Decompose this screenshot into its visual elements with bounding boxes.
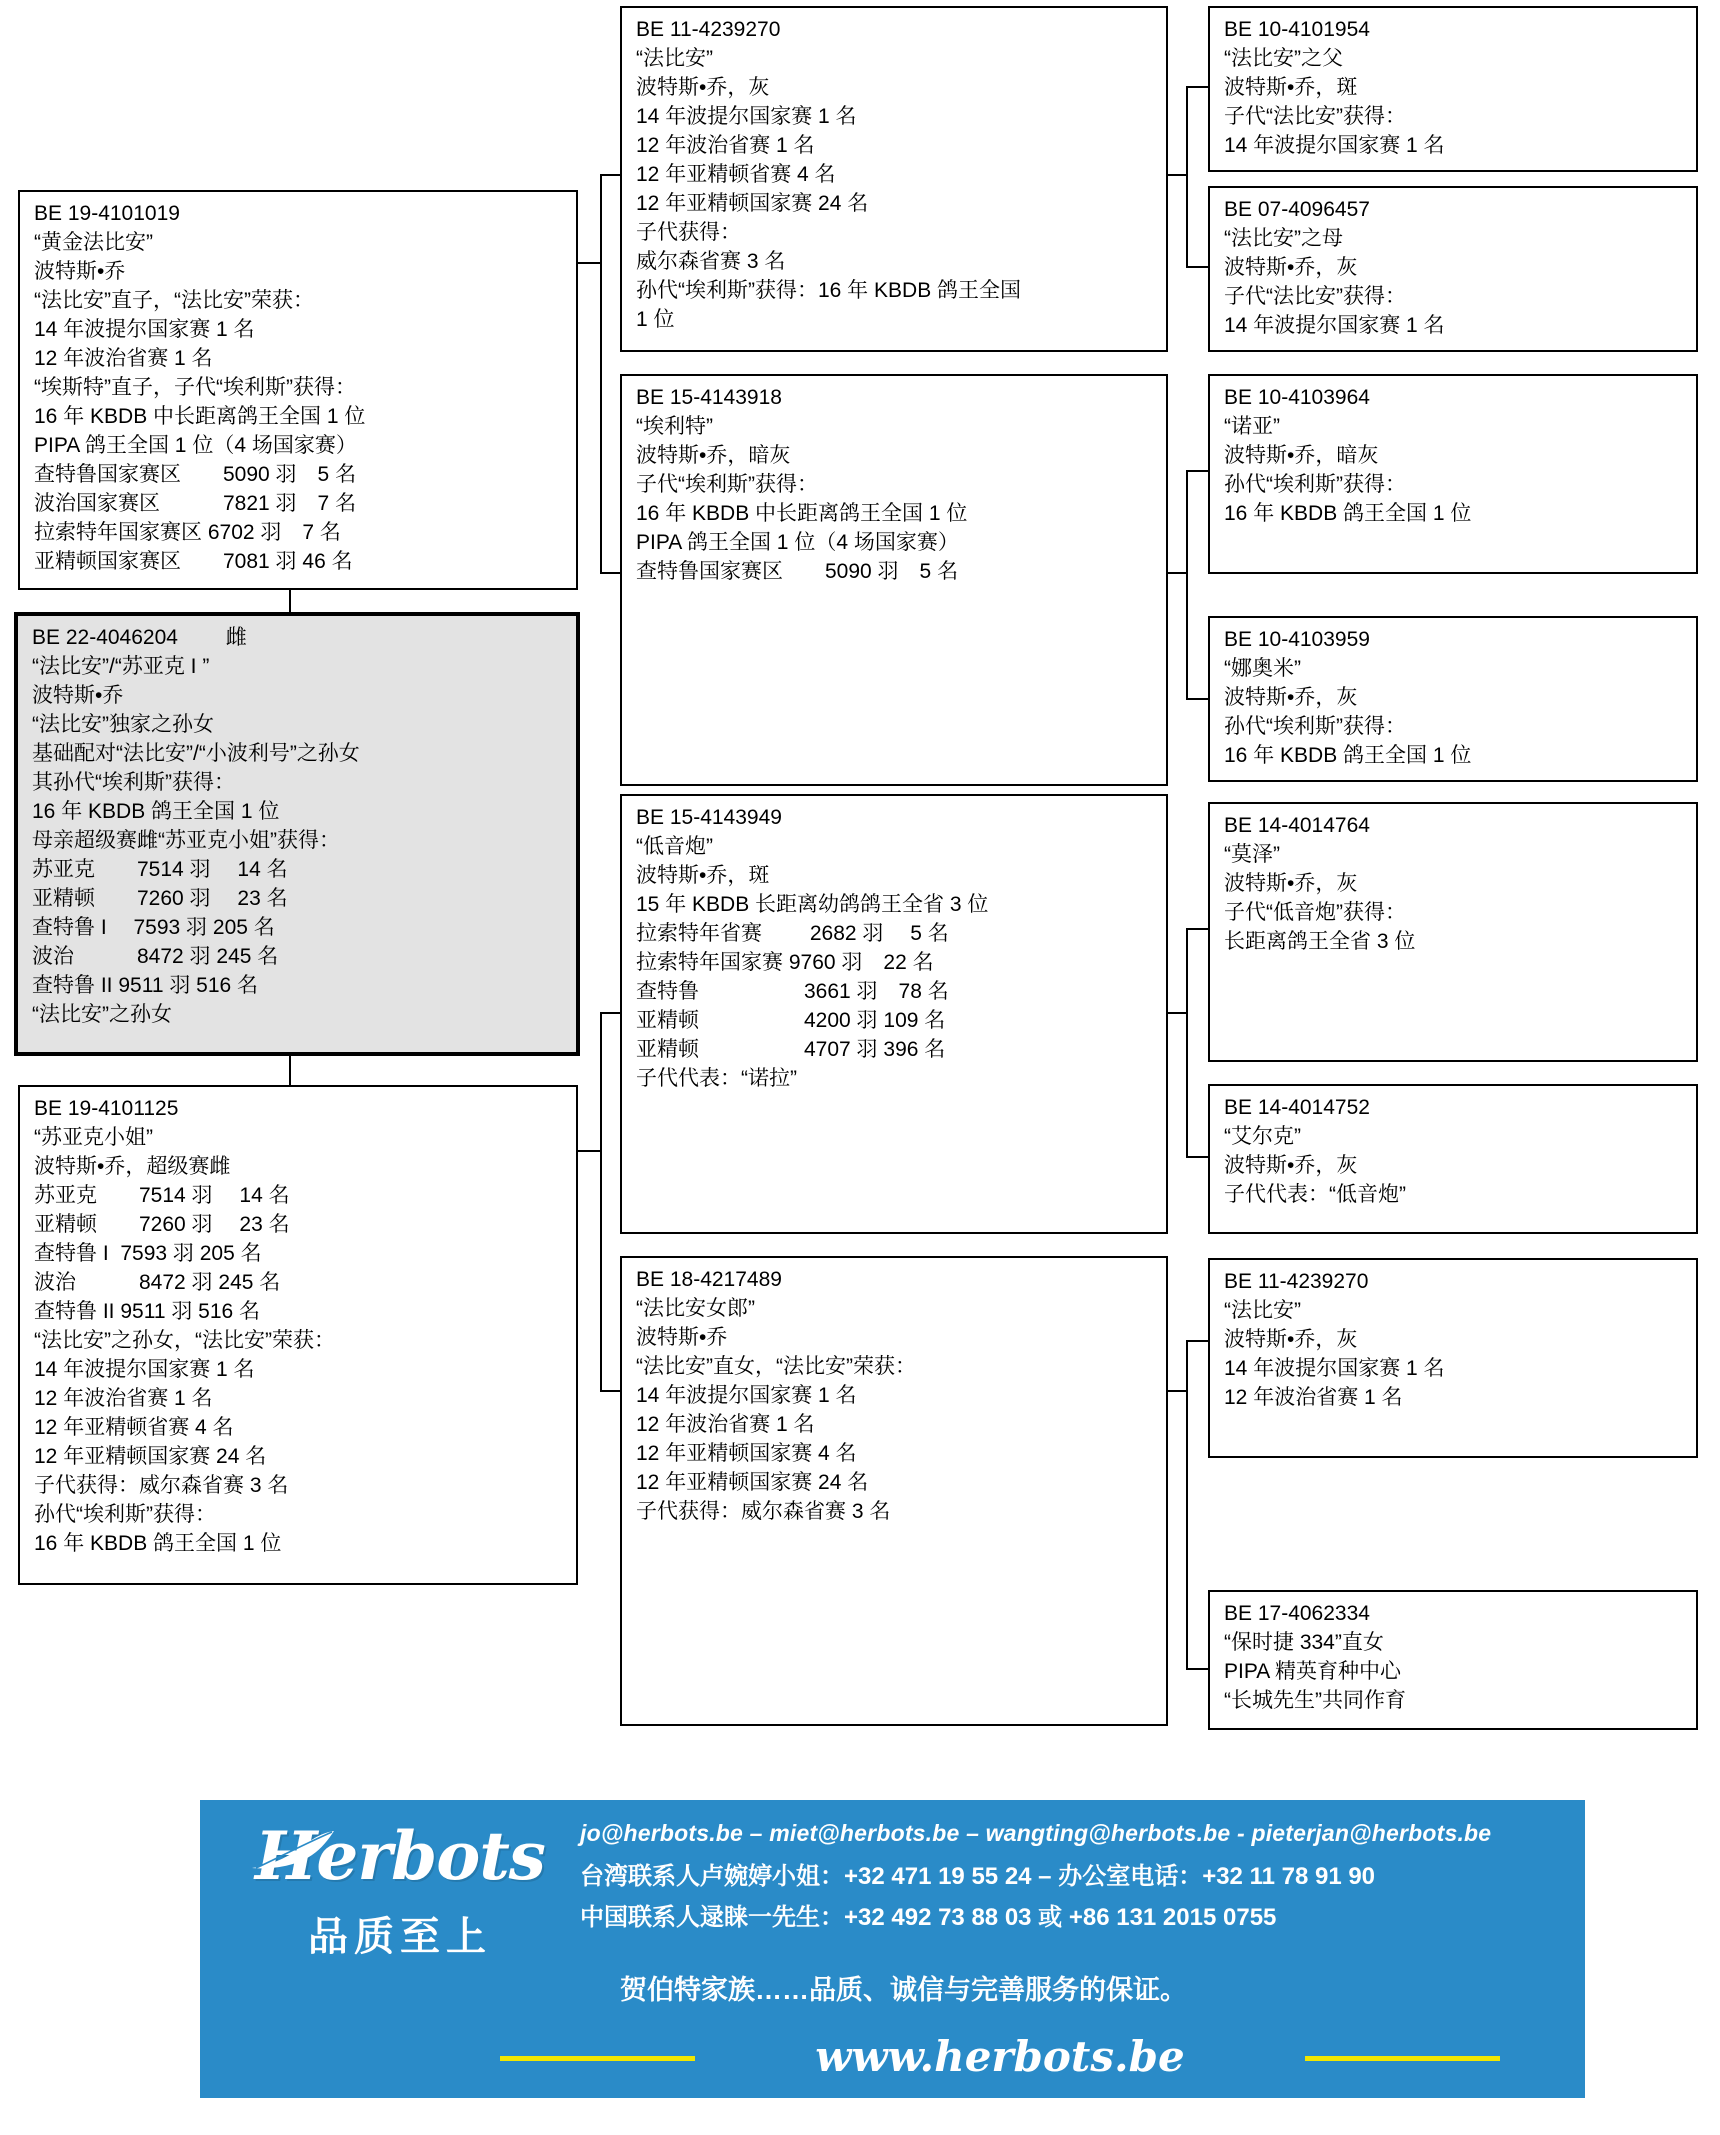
card-line: BE 19-4101019 (34, 202, 180, 225)
card-line: 波特斯•乔 (32, 683, 124, 707)
card-line: 子代代表：“诺拉” (636, 1066, 797, 1090)
footer-emails[interactable]: jo@herbots.be – miet@herbots.be – wangting@herbots.be - pieterjan@herbots.be (580, 1820, 1492, 1846)
card-line: 14 年波提尔国家赛 1 名 (1224, 313, 1445, 337)
connector-gf2-bus (1186, 928, 1188, 1158)
card-line: 孙代“埃利斯”获得：16 年 KBDB 鸽王全国 (636, 278, 1022, 302)
card-line: BE 18-4217489 (636, 1268, 782, 1291)
card-line: 12 年亚精顿省赛 4 名 (636, 162, 836, 186)
card-line: 1 位 (636, 307, 675, 331)
card-line: 子代获得：威尔森省赛 3 名 (636, 1499, 891, 1523)
card-line: 孙代“埃利斯”获得： (34, 1502, 216, 1526)
card-line: 拉索特年国家赛 9760 羽 22 名 (636, 950, 934, 974)
card-line: 12 年亚精顿国家赛 24 名 (636, 1470, 869, 1494)
connector-subject-sire (289, 590, 291, 614)
connector-gf2-out (1166, 1012, 1188, 1014)
card-line: “法比安”之父 (1224, 46, 1343, 70)
card-great-grandsire-1 (1208, 6, 1698, 172)
card-line: PIPA 鸽王全国 1 位（4 场国家赛） (636, 530, 959, 554)
card-line: “法比安”之母 (1224, 226, 1343, 250)
card-line: “苏亚克小姐” (34, 1125, 153, 1149)
card-line: 查特鲁国家赛区 5090 羽 5 名 (34, 462, 357, 486)
card-line: 15 年 KBDB 长距离幼鸽鸽王全省 3 位 (636, 892, 989, 916)
card-line: 16 年 KBDB 中长距离鸽王全国 1 位 (636, 501, 968, 525)
card-line: “法比安女郎” (636, 1296, 755, 1320)
card-line: 基础配对“法比安”/“小波利号”之孙女 (32, 741, 360, 765)
footer-phone-china: 中国联系人逯睐一先生：+32 492 73 88 03 或 +86 131 2015 0755 (580, 1904, 1277, 1931)
card-grandsire-paternal (620, 6, 1168, 352)
card-line: 波特斯•乔，灰 (1224, 1153, 1358, 1177)
connector-ggm2-in (1186, 698, 1210, 700)
footer-slogan: 贺伯特家族……品质、诚信与完善服务的保证。 (620, 1975, 1187, 2005)
card-line: 查特鲁 I 7593 羽 205 名 (32, 915, 275, 939)
herbots-logo (230, 1817, 570, 1962)
card-line: “保时捷 334”直女 (1224, 1630, 1384, 1654)
card-line: 16 年 KBDB 鸽王全国 1 位 (32, 799, 280, 823)
card-line: 亚精顿 4707 羽 396 名 (636, 1037, 946, 1061)
card-granddam-maternal (620, 1256, 1168, 1726)
card-line: 12 年亚精顿国家赛 24 名 (636, 191, 869, 215)
card-line: 波特斯•乔，斑 (636, 863, 770, 887)
card-line: BE 17-4062334 (1224, 1602, 1370, 1625)
card-line: 波特斯•乔，灰 (636, 75, 770, 99)
connector-ggf3-in (1186, 928, 1210, 930)
card-line: 波特斯•乔，灰 (1224, 685, 1358, 709)
footer-contact-block (580, 1820, 1577, 1932)
card-line: 拉索特年国家赛区 6702 羽 7 名 (34, 520, 341, 544)
card-line: 查特鲁 I 7593 羽 205 名 (34, 1241, 262, 1265)
card-line: 波治 8472 羽 245 名 (34, 1270, 281, 1294)
card-line: 14 年波提尔国家赛 1 名 (34, 1357, 255, 1381)
connector-ggf4-in (1186, 1340, 1210, 1342)
card-line: 16 年 KBDB 鸽王全国 1 位 (1224, 501, 1472, 525)
card-line: 波特斯•乔 (636, 1325, 728, 1349)
card-line: 查特鲁 II 9511 羽 516 名 (34, 1299, 261, 1323)
card-line: “莫泽” (1224, 842, 1280, 866)
card-line: “诺亚” (1224, 414, 1280, 438)
card-great-grandsire-2 (1208, 374, 1698, 574)
connector-subject-dam (289, 1054, 291, 1086)
card-line: 12 年波治省赛 1 名 (34, 1386, 213, 1410)
card-line: “艾尔克” (1224, 1124, 1301, 1148)
card-line: BE 15-4143949 (636, 806, 782, 829)
herbots-footer-banner (200, 1800, 1585, 2098)
card-line: 14 年波提尔国家赛 1 名 (636, 104, 857, 128)
card-line: BE 07-4096457 (1224, 198, 1370, 221)
herbots-logo-text: Herbots (255, 1817, 545, 1895)
card-line: BE 14-4014752 (1224, 1096, 1370, 1119)
card-line: 子代“埃利斯”获得： (636, 472, 818, 496)
card-line: “黄金法比安” (34, 230, 153, 254)
card-line: “法比安”之孙女，“法比安”荣获： (34, 1328, 335, 1352)
connector-gf1-in (600, 174, 622, 176)
footer-phone-taiwan: 台湾联系人卢婉婷小姐：+32 471 19 55 24 – 办公室电话：+32 11 78 91 90 (580, 1863, 1376, 1890)
connector-gm1-in (600, 572, 622, 574)
card-line: 12 年波治省赛 1 名 (34, 346, 213, 370)
card-line: 16 年 KBDB 中长距离鸽王全国 1 位 (34, 404, 366, 428)
card-line: 14 年波提尔国家赛 1 名 (1224, 1356, 1445, 1380)
card-line: “法比安”/“苏亚克 I ” (32, 654, 210, 678)
connector-gm2-out (1166, 1390, 1188, 1392)
card-great-granddam-1 (1208, 186, 1698, 352)
card-line: PIPA 精英育种中心 (1224, 1659, 1401, 1683)
card-line: 母亲超级赛雌“苏亚克小姐”获得： (32, 828, 340, 852)
card-line: “法比安”直女，“法比安”荣获： (636, 1354, 916, 1378)
connector-gm1-out (1166, 572, 1188, 574)
card-line: 波特斯•乔，灰 (1224, 255, 1358, 279)
card-line: 子代获得： (636, 220, 741, 244)
card-line: 孙代“埃利斯”获得： (1224, 472, 1406, 496)
card-line: BE 19-4101125 (34, 1097, 179, 1120)
connector-gm2-bus (1186, 1340, 1188, 1670)
card-line: BE 10-4103964 (1224, 386, 1370, 409)
card-line: 子代“法比安”获得： (1224, 104, 1406, 128)
card-line: BE 14-4014764 (1224, 814, 1370, 837)
card-line: 12 年波治省赛 1 名 (636, 133, 815, 157)
card-line: 拉索特年省赛 2682 羽 5 名 (636, 921, 949, 945)
card-line: 苏亚克 7514 羽 14 名 (32, 857, 288, 881)
connector-ggm3-in (1186, 1156, 1210, 1158)
card-line: 波特斯•乔，超级赛雌 (34, 1154, 231, 1178)
card-line: BE 11-4239270 (636, 18, 781, 41)
connector-ggm4-in (1186, 1668, 1210, 1670)
card-line: 12 年亚精顿省赛 4 名 (34, 1415, 234, 1439)
card-line: 12 年亚精顿国家赛 4 名 (636, 1441, 857, 1465)
card-line: 子代“低音炮”获得： (1224, 900, 1406, 924)
card-granddam-paternal (620, 374, 1168, 786)
card-great-granddam-2 (1208, 616, 1698, 782)
card-great-grandsire-4 (1208, 1258, 1698, 1458)
card-line: 子代获得：威尔森省赛 3 名 (34, 1473, 289, 1497)
card-line: 亚精顿 7260 羽 23 名 (32, 886, 288, 910)
card-line: “低音炮” (636, 834, 713, 858)
card-line: 16 年 KBDB 鸽王全国 1 位 (1224, 743, 1472, 767)
card-line: 波特斯•乔 (34, 259, 126, 283)
card-grandsire-maternal (620, 794, 1168, 1234)
card-line: “法比安” (1224, 1298, 1301, 1322)
card-line: 子代“法比安”获得： (1224, 284, 1406, 308)
card-line: 波特斯•乔，暗灰 (1224, 443, 1379, 467)
card-line: 12 年波治省赛 1 名 (1224, 1385, 1403, 1409)
card-line: 波治国家赛区 7821 羽 7 名 (34, 491, 357, 515)
card-great-granddam-3 (1208, 1084, 1698, 1234)
card-line: 亚精顿国家赛区 7081 羽 46 名 (34, 549, 353, 573)
card-line: 波特斯•乔，灰 (1224, 1327, 1358, 1351)
card-line: 亚精顿 7260 羽 23 名 (34, 1212, 290, 1236)
card-line: “法比安”独家之孙女 (32, 712, 214, 736)
connector-gf1-bus (1186, 86, 1188, 268)
card-line: “法比安”直子，“法比安”荣获： (34, 288, 314, 312)
connector-sire-bus (600, 174, 602, 574)
footer-url-bar (500, 2032, 1500, 2088)
card-line: “法比安” (636, 46, 713, 70)
connector-gf2-in (600, 1012, 622, 1014)
card-line: 14 年波提尔国家赛 1 名 (34, 317, 255, 341)
card-line: 查特鲁国家赛区 5090 羽 5 名 (636, 559, 959, 583)
card-line: “埃斯特”直子，子代“埃利斯”获得： (34, 375, 356, 399)
card-line: 波治 8472 羽 245 名 (32, 944, 279, 968)
card-great-granddam-4 (1208, 1590, 1698, 1730)
card-line: 亚精顿 4200 羽 109 名 (636, 1008, 946, 1032)
connector-gm1-bus (1186, 470, 1188, 700)
card-line: BE 10-4103959 (1224, 628, 1370, 651)
connector-gf1-out (1166, 174, 1188, 176)
card-line: 查特鲁 II 9511 羽 516 名 (32, 973, 259, 997)
card-line: 12 年亚精顿国家赛 24 名 (34, 1444, 267, 1468)
card-line: “埃利特” (636, 414, 713, 438)
card-line: BE 22-4046204 雌 (32, 626, 247, 649)
card-line: 波特斯•乔，暗灰 (636, 443, 791, 467)
card-dam (18, 1085, 578, 1585)
herbots-logo-subtitle: 品质至上 (308, 1915, 492, 1960)
card-line: 波特斯•乔，斑 (1224, 75, 1358, 99)
card-sire (18, 190, 578, 590)
feather-icon (248, 1828, 338, 1872)
connector-ggf1-in (1186, 86, 1210, 88)
connector-gm2-in (600, 1390, 622, 1392)
card-subject (14, 612, 580, 1056)
card-line: 波特斯•乔，灰 (1224, 871, 1358, 895)
connector-ggm1-in (1186, 266, 1210, 268)
card-line: 苏亚克 7514 羽 14 名 (34, 1183, 290, 1207)
card-line: 查特鲁 3661 羽 78 名 (636, 979, 949, 1003)
card-line: 16 年 KBDB 鸽王全国 1 位 (34, 1531, 282, 1555)
card-great-grandsire-3 (1208, 802, 1698, 1062)
card-line: BE 15-4143918 (636, 386, 782, 409)
card-line: 子代代表：“低音炮” (1224, 1182, 1406, 1206)
card-line: “法比安”之孙女 (32, 1002, 172, 1026)
card-line: “长城先生”共同作育 (1224, 1688, 1406, 1712)
card-line: 其孙代“埃利斯”获得： (32, 770, 235, 794)
connector-sire-out (578, 262, 602, 264)
card-line: BE 10-4101954 (1224, 18, 1370, 41)
card-line: 14 年波提尔国家赛 1 名 (636, 1383, 857, 1407)
card-line: 孙代“埃利斯”获得： (1224, 714, 1406, 738)
card-line: 14 年波提尔国家赛 1 名 (1224, 133, 1445, 157)
card-line: PIPA 鸽王全国 1 位（4 场国家赛） (34, 433, 357, 457)
card-line: “娜奥米” (1224, 656, 1301, 680)
card-line: BE 11-4239270 (1224, 1270, 1369, 1293)
connector-ggf2-in (1186, 470, 1210, 472)
connector-dam-out (578, 1150, 602, 1152)
connector-dam-bus (600, 1012, 602, 1392)
card-line: 12 年波治省赛 1 名 (636, 1412, 815, 1436)
card-line: 威尔森省赛 3 名 (636, 249, 786, 273)
card-line: 长距离鸽王全省 3 位 (1224, 929, 1416, 953)
footer-website-link[interactable]: www.herbots.be (815, 2032, 1185, 2081)
